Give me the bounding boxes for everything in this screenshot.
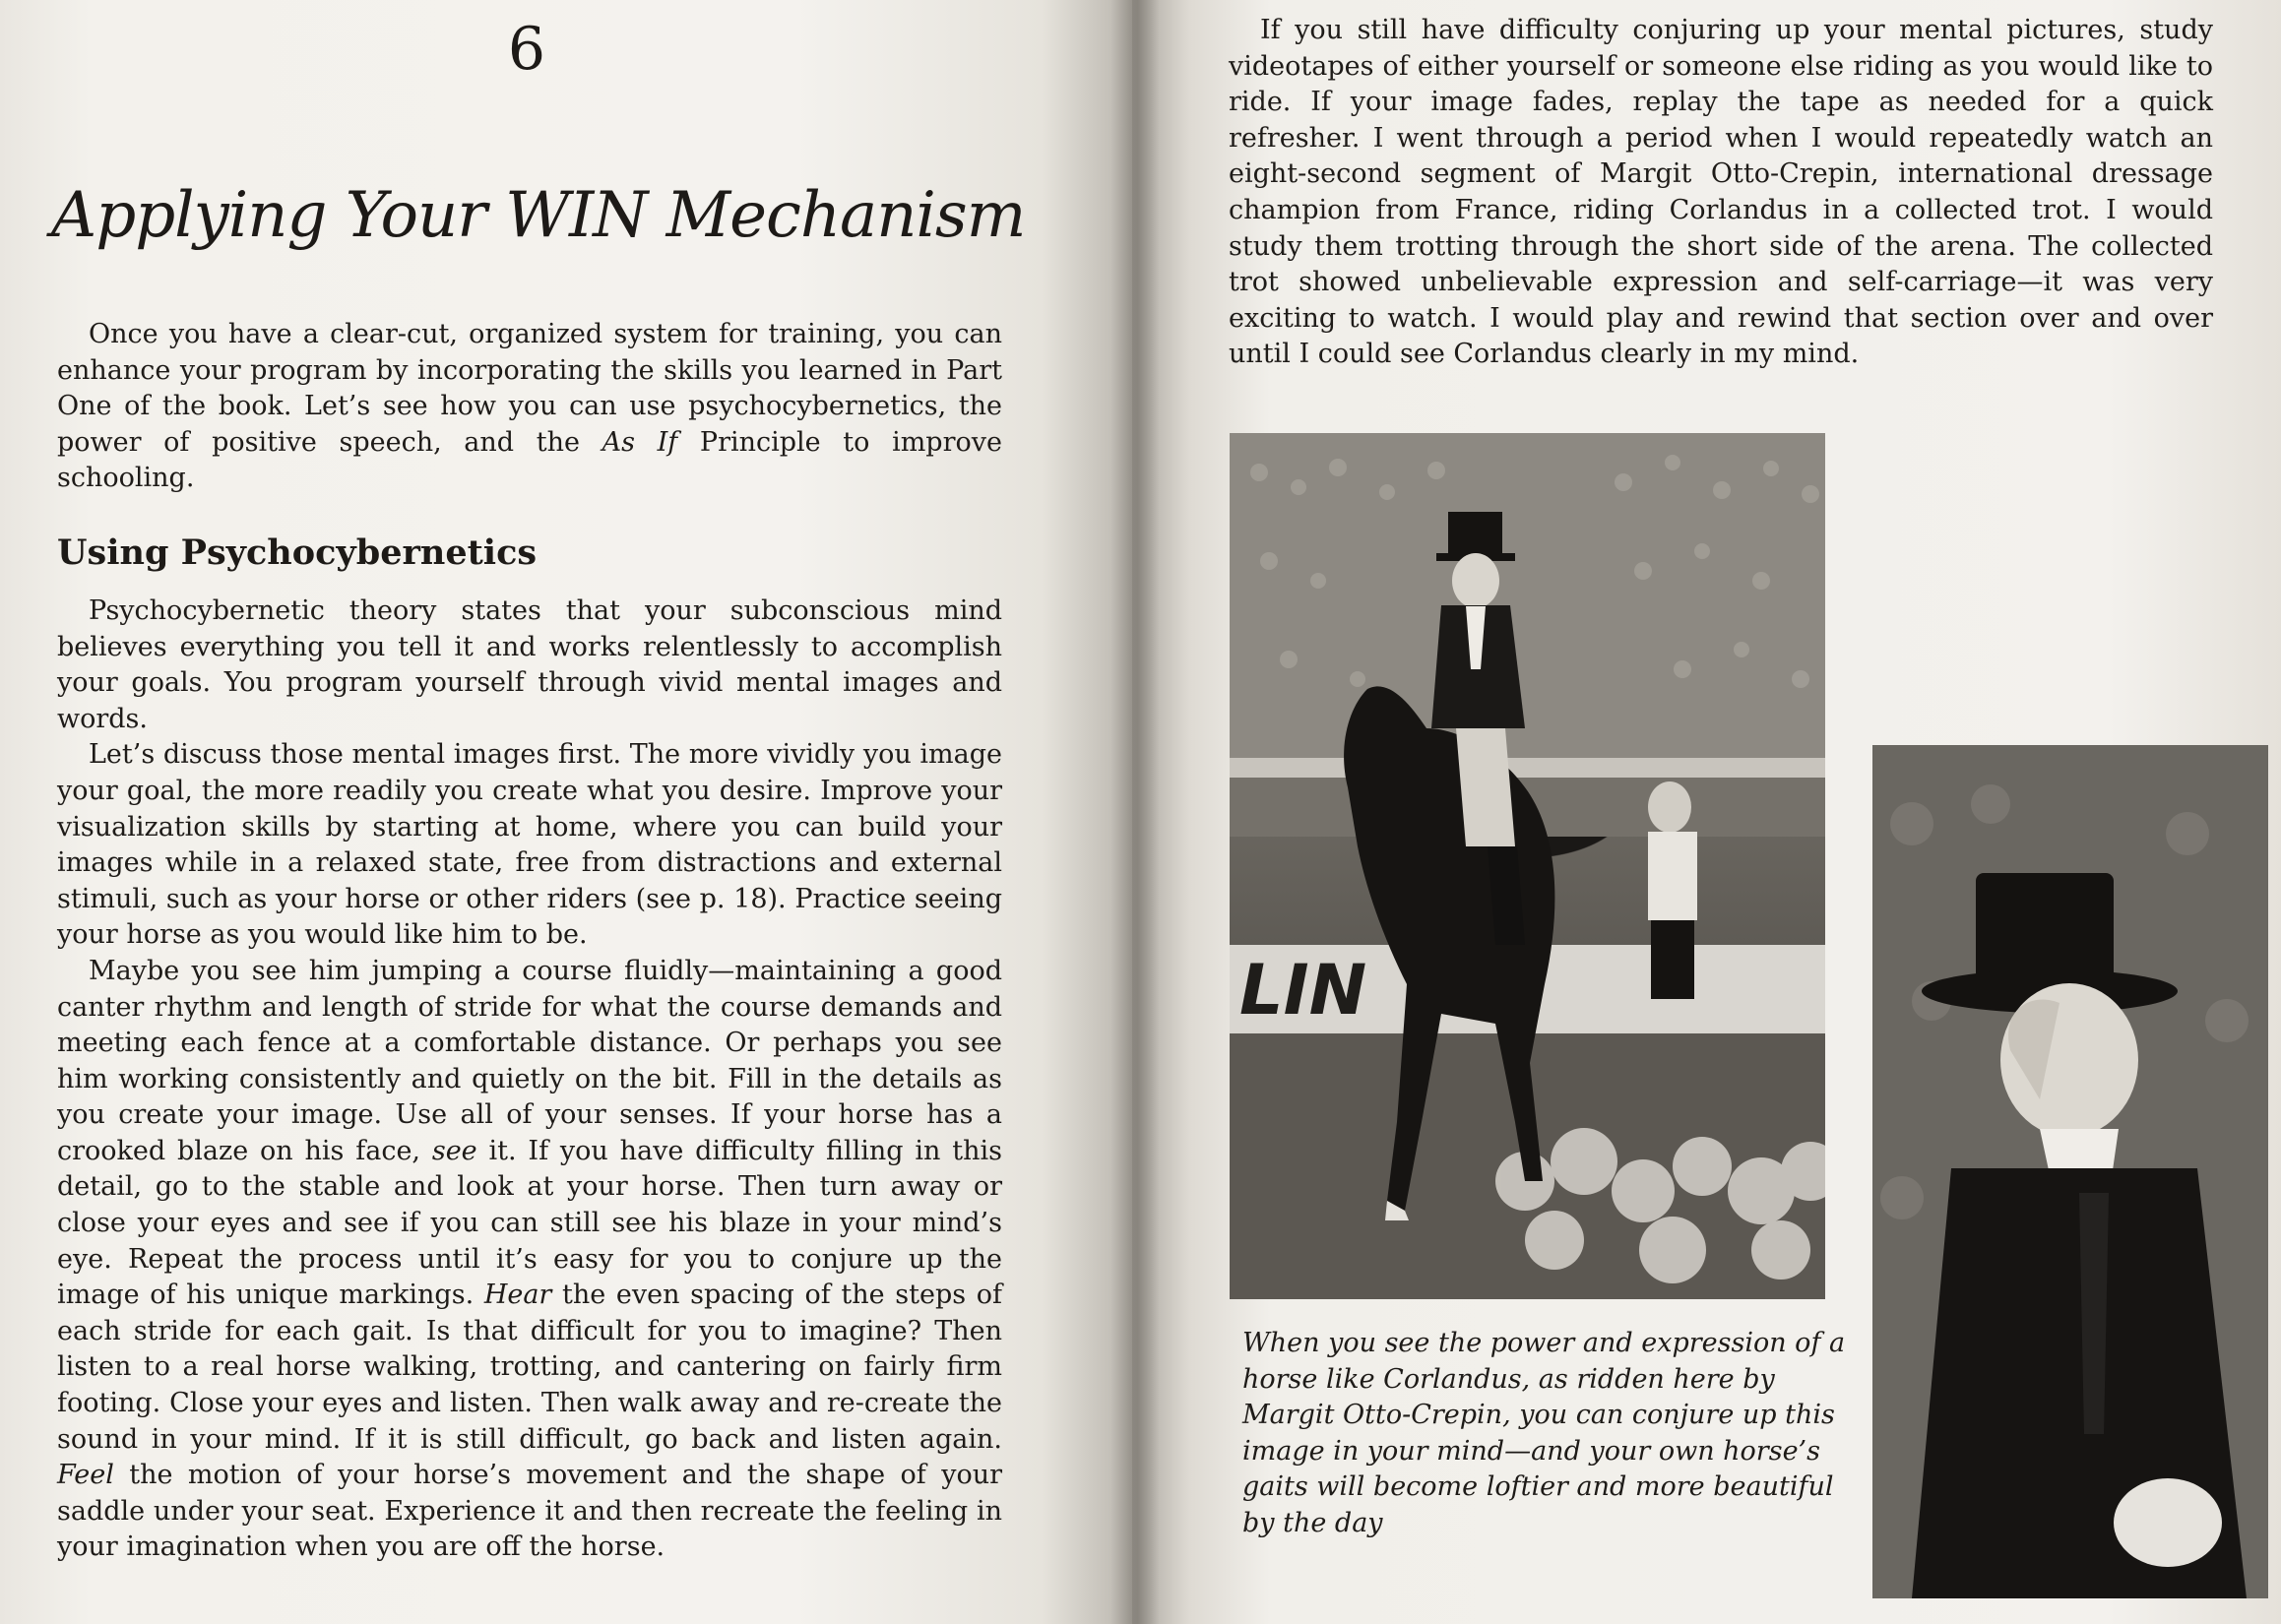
chapter-number: 6 — [507, 15, 546, 84]
section-heading: Using Psychocybernetics — [57, 531, 538, 573]
left-page — [0, 0, 1132, 1624]
intro-paragraph: Once you have a clear-cut, organized system for training, you can enhance your program by incorporating the skills you learned in Part One of the book. Let’s see how you can use psychocybernetics, the power of positive speech, and the As If Principle to improve schooling. — [57, 319, 1002, 494]
body-paragraph: Let’s discuss those mental images first. The more vividly you image your goal, the more readily you create what you desire. Improve your visualization skills by starting at home, where you can build your images while in a relaxed state, free from distractions and external stimuli, such as your horse or other riders (see p. 18). Practice seeing your horse as you would like him to be. — [57, 739, 1002, 951]
horse-and-rider-image — [1230, 433, 1825, 1299]
right-page-body — [1229, 13, 2213, 373]
chapter-title: Applying Your WIN Mechanism — [51, 179, 1026, 252]
body-paragraph: Maybe you see him jumping a course fluidly—maintaining a good canter rhythm and length of stride for what the course demands and meeting each fence at a comfortable distance. Or perhaps you see him working consistently and quietly on the bit. Fill in the details as you create your image. Use all of your senses. If your horse has a crooked blaze on his face, see it. If you have difficulty filling in this detail, go to the stable and look at your horse. Then turn away or close your eyes and see if you can still see his blaze in your mind’s eye. Repeat the process until it’s easy for you to conjure up the image of his unique markings. Hear the even spacing of the steps of each stride for each gait. Is that difficult for you to imagine? Then listen to a real horse walking, trotting, and cantering on fairly firm footing. Close your eyes and listen. Then walk away and re-create the sound in your mind. If it is still difficult, go back and listen again. Feel the motion of your horse’s movement and the shape of your saddle under your seat. Experience it and then recreate the feeling in your imagination when you are off the horse. — [57, 955, 1002, 1563]
rider-portrait-image — [1872, 745, 2268, 1598]
book-gutter-shadow — [1110, 0, 1160, 1624]
right-page — [1132, 0, 2281, 1624]
photo-caption: When you see the power and expression of a horse like Corlandus, as ridden here by Margit Otto-Crepin, you can conjure up this image in your mind—and your own horse’s gaits will become loftier and more beautiful by the day — [1242, 1328, 1846, 1538]
rider-portrait-photo — [1872, 745, 2268, 1598]
body-paragraph: If you still have difficulty conjuring up your mental pictures, study videotapes of either yourself or someone else riding as you would like to ride. If your image fades, replay the tape as needed for a quick refresher. I went through a period when I would repeatedly watch an eight-second segment of Margit Otto-Crepin, international dressage champion from France, riding Corlandus in a collected trot. I would study them trotting through the short side of the arena. The collected trot showed unbelievable expression and self-carriage—it was very exciting to watch. I would play and rewind that section over and over until I could see Corlandus clearly in my mind. — [1229, 15, 2213, 370]
body-paragraph: Psychocybernetic theory states that your subconscious mind believes everything you tell it and works relentlessly to accomplish your goals. You program yourself through vivid mental images and words. — [57, 594, 1002, 734]
left-page-body — [57, 317, 1002, 1566]
dressage-horse-photo — [1230, 433, 1825, 1299]
arena-sign-text: LIN — [1239, 950, 1367, 1031]
